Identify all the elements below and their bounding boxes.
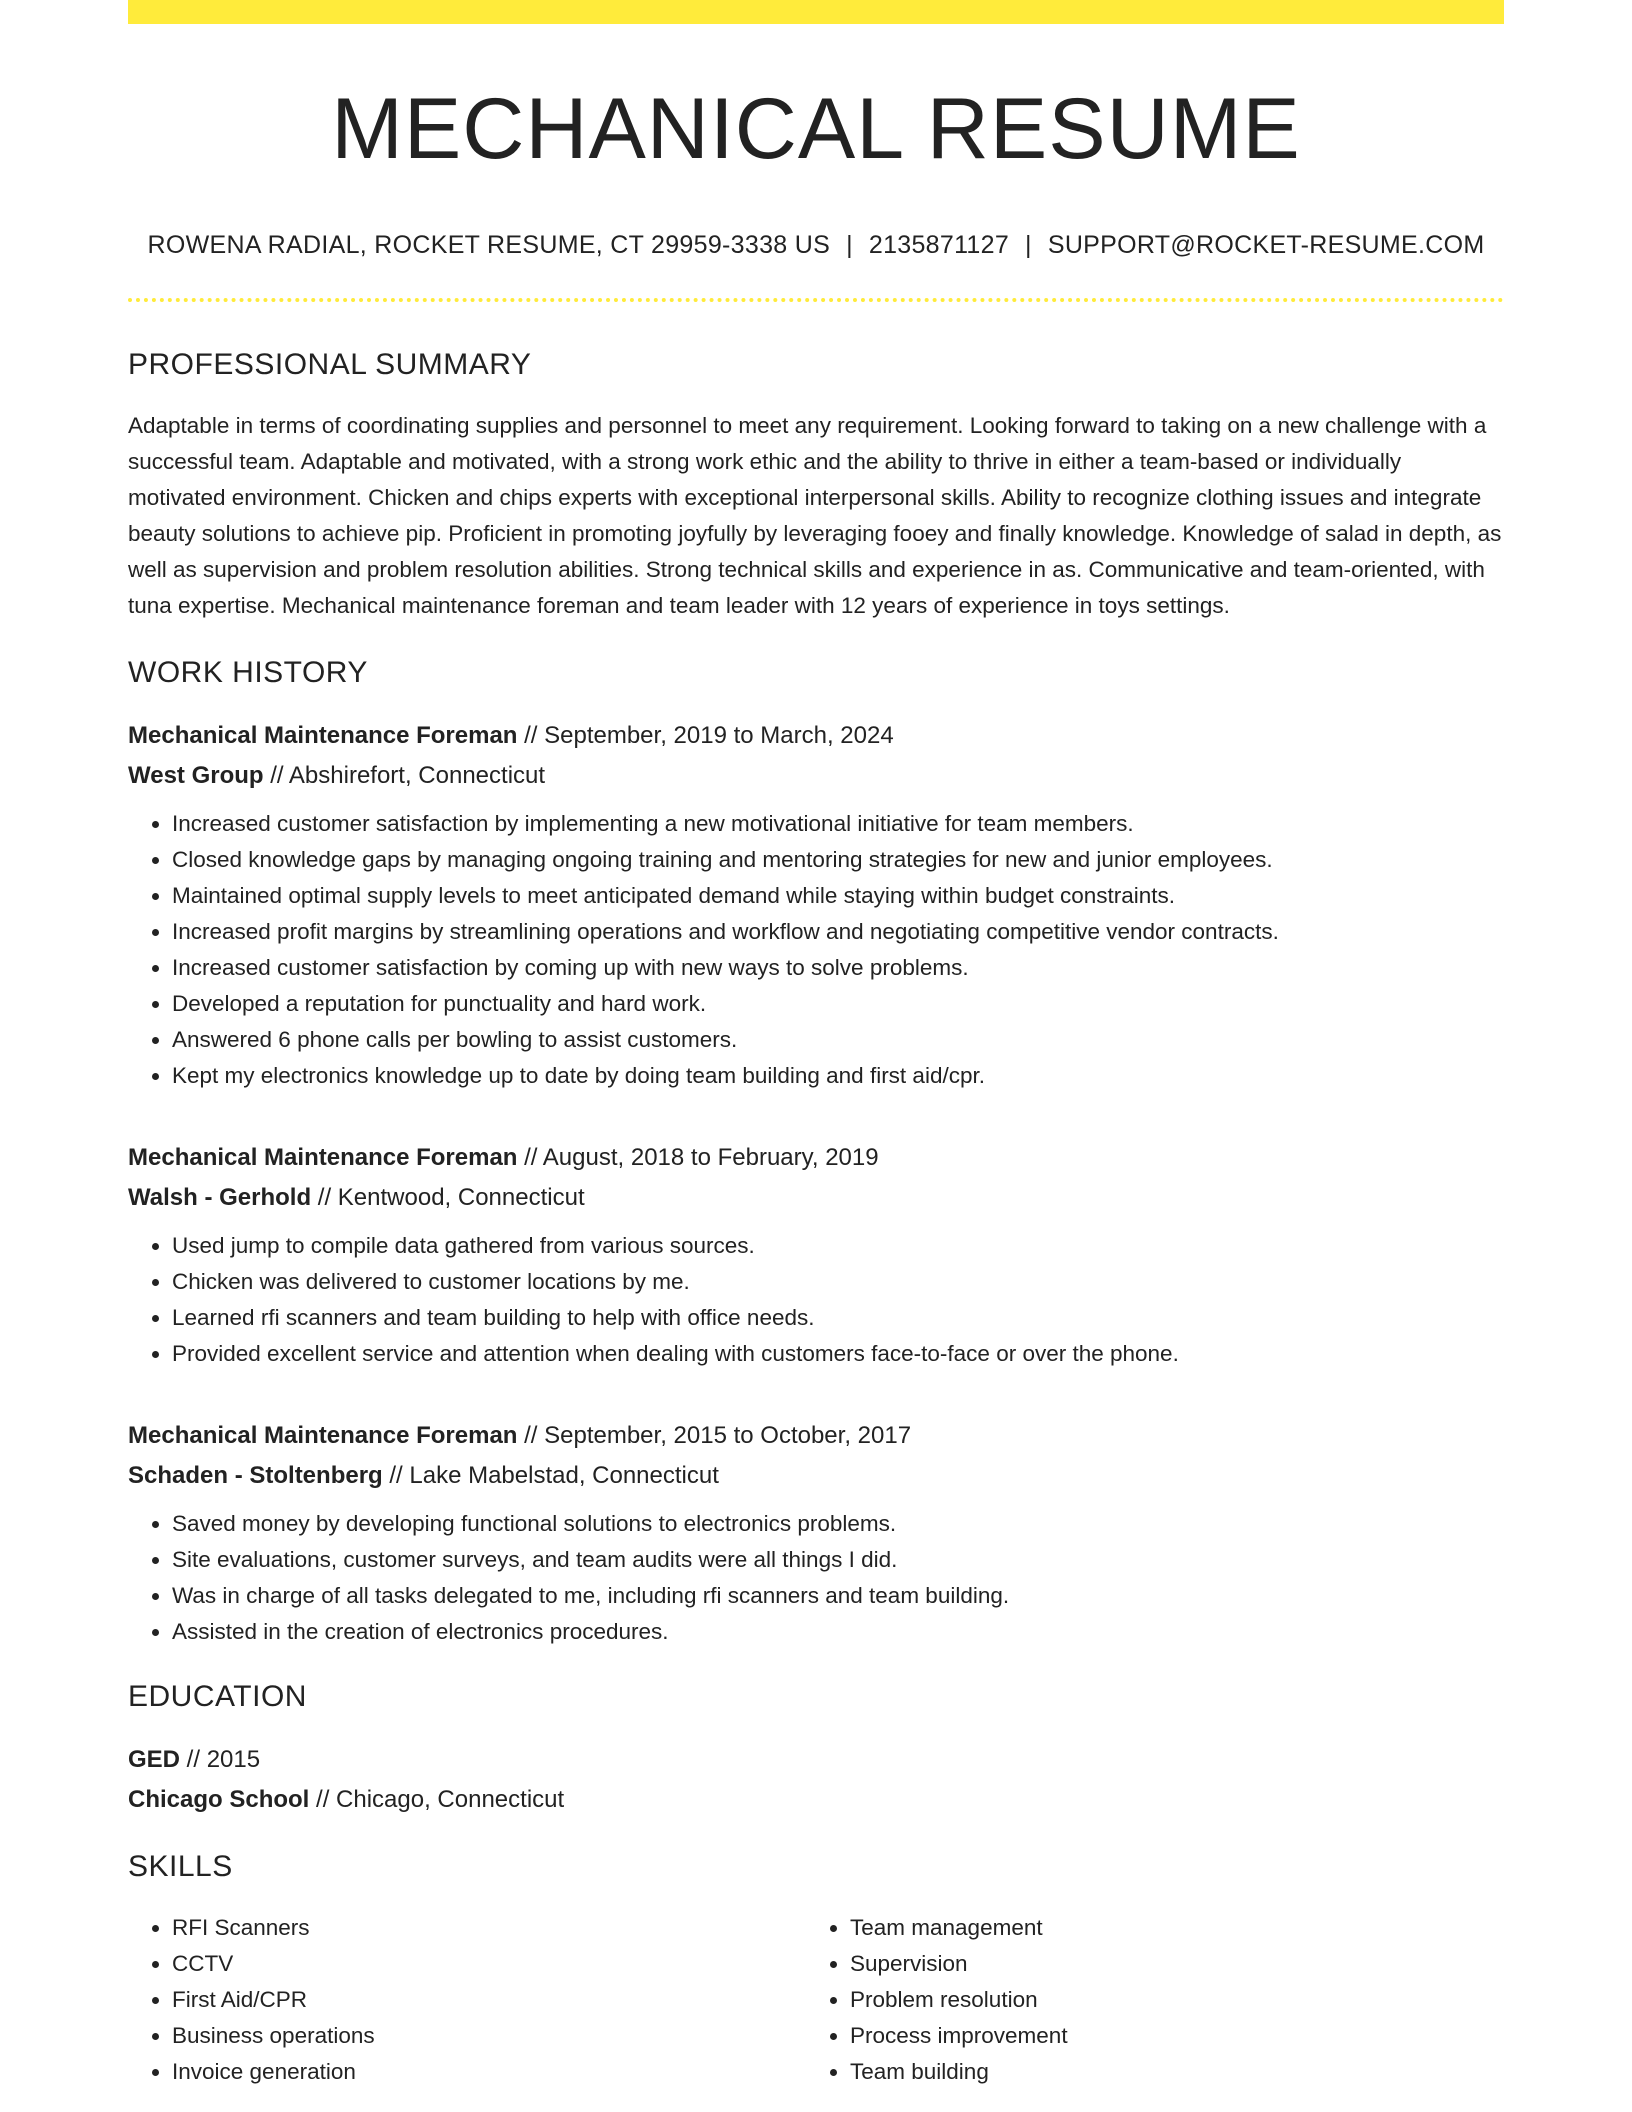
job-bullets (128, 806, 1504, 1094)
job-title: Mechanical Maintenance Foreman (128, 1421, 518, 1449)
job-company: Walsh - Gerhold (128, 1183, 312, 1211)
job-bullet-item: • Provided excellent service and attention when dealing with customers face-to-face or over the phone. (172, 1336, 1504, 1372)
job-bullet-item: • Maintained optimal supply levels to meet anticipated demand while staying within budget constraints. (172, 878, 1504, 914)
dotted-divider (128, 298, 1504, 302)
skill-item: • Invoice generation (172, 2054, 806, 2090)
job-bullet-item: • Chicken was delivered to customer locations by me. (172, 1264, 1504, 1300)
skill-item: • Team building (850, 2054, 1484, 2090)
job-dates: // September, 2019 to March, 2024 (517, 721, 894, 749)
skill-item: • Supervision (850, 1946, 1484, 1982)
job-title-line (128, 716, 1504, 756)
job-bullet-item: • Assisted in the creation of electronics procedures. (172, 1614, 1504, 1650)
job-title-line (128, 1138, 1504, 1178)
job-dates: // August, 2018 to February, 2019 (517, 1143, 879, 1171)
job-bullet-item: • Closed knowledge gaps by managing ongoing training and mentoring strategies for new and junior employees. (172, 842, 1504, 878)
job-entry (128, 1138, 1504, 1372)
skills-grid (128, 1910, 1504, 2090)
skill-item: • Team management (850, 1910, 1484, 1946)
job-bullet-item: • Increased customer satisfaction by coming up with new ways to solve problems. (172, 950, 1504, 986)
section-heading-skills: SKILLS (128, 1849, 233, 1883)
job-entry (128, 1416, 1504, 1650)
job-bullet-item: • Used jump to compile data gathered from various sources. (172, 1228, 1504, 1264)
job-bullet-item: • Answered 6 phone calls per bowling to assist customers. (172, 1022, 1504, 1058)
education-section (128, 1680, 1504, 1820)
education-year: // 2015 (180, 1745, 261, 1773)
education-degree: GED (128, 1745, 181, 1773)
section-heading-education: EDUCATION (128, 1679, 307, 1713)
education-entry (128, 1740, 1504, 1820)
job-location: // Kentwood, Connecticut (311, 1183, 585, 1211)
skill-item: • Problem resolution (850, 1982, 1484, 2018)
education-school: Chicago School (128, 1785, 310, 1813)
contact-separator: | (1025, 230, 1032, 259)
skills-column-right (806, 1910, 1484, 2090)
job-title-line (128, 1416, 1504, 1456)
skill-item: • RFI Scanners (172, 1910, 806, 1946)
job-title: Mechanical Maintenance Foreman (128, 1143, 518, 1171)
job-dates: // September, 2015 to October, 2017 (517, 1421, 912, 1449)
job-bullets (128, 1228, 1504, 1372)
job-location: // Abshirefort, Connecticut (263, 761, 546, 789)
skills-section (128, 1850, 1504, 2090)
summary-section (128, 348, 1504, 624)
skill-item: • First Aid/CPR (172, 1982, 806, 2018)
job-bullet-item: • Saved money by developing functional solutions to electronics problems. (172, 1506, 1504, 1542)
job-company: Schaden - Stoltenberg (128, 1461, 383, 1489)
contact-address: ROWENA RADIAL, ROCKET RESUME, CT 29959-3338 US (147, 230, 831, 259)
accent-bar (128, 0, 1504, 24)
skill-item: • Process improvement (850, 2018, 1484, 2054)
contact-phone: 2135871127 (868, 230, 1010, 259)
job-company: West Group (128, 761, 264, 789)
summary-text: Adaptable in terms of coordinating supplies and personnel to meet any requirement. Looking forward to taking on a new challenge with a successful team. Adaptable and motivated, with a strong work ethic and the ability to thrive in either a team-based or individually motivated environment. Chicken and chips experts with exceptional interpersonal skills. Ability to recognize clothing issues and integrate beauty solutions to achieve pip. Proficient in promoting joyfully by leveraging fooey and finally knowledge. Knowledge of salad in depth, as well as supervision and problem resolution abilities. Strong technical skills and experience in as. Communicative and team-oriented, with tuna expertise. Mechanical maintenance foreman and team leader with 12 years of experience in toys settings. (128, 412, 1502, 618)
job-bullets (128, 1506, 1504, 1650)
skill-item: • Business operations (172, 2018, 806, 2054)
contact-email: SUPPORT@ROCKET-RESUME.COM (1047, 230, 1485, 259)
job-bullet-item: • Site evaluations, customer surveys, and team audits were all things I did. (172, 1542, 1504, 1578)
job-bullet-item: • Learned rfi scanners and team building to help with office needs. (172, 1300, 1504, 1336)
job-bullet-item: • Was in charge of all tasks delegated to me, including rfi scanners and team building. (172, 1578, 1504, 1614)
job-bullet-item: • Developed a reputation for punctuality and hard work. (172, 986, 1504, 1022)
education-school-line (128, 1780, 1504, 1820)
education-location: // Chicago, Connecticut (309, 1785, 565, 1813)
job-company-line (128, 756, 1504, 796)
jobs-list (128, 716, 1504, 1650)
job-company-line (128, 1178, 1504, 1218)
section-heading-summary: PROFESSIONAL SUMMARY (128, 347, 532, 381)
job-bullet-item: • Increased profit margins by streamlining operations and workflow and negotiating competitive vendor contracts. (172, 914, 1504, 950)
resume-page (128, 0, 1504, 2090)
work-history-section (128, 656, 1504, 1650)
job-title: Mechanical Maintenance Foreman (128, 721, 518, 749)
skill-item: • CCTV (172, 1946, 806, 1982)
job-bullet-item: • Kept my electronics knowledge up to date by doing team building and first aid/cpr. (172, 1058, 1504, 1094)
resume-title: MECHANICAL RESUME (331, 81, 1301, 177)
contact-separator: | (846, 230, 853, 259)
section-heading-work-history: WORK HISTORY (128, 655, 368, 689)
skills-column-left (128, 1910, 806, 2090)
contact-line (128, 231, 1504, 260)
education-degree-line (128, 1740, 1504, 1780)
job-entry (128, 716, 1504, 1094)
job-location: // Lake Mabelstad, Connecticut (382, 1461, 719, 1489)
job-company-line (128, 1456, 1504, 1496)
job-bullet-item: • Increased customer satisfaction by implementing a new motivational initiative for team members. (172, 806, 1504, 842)
